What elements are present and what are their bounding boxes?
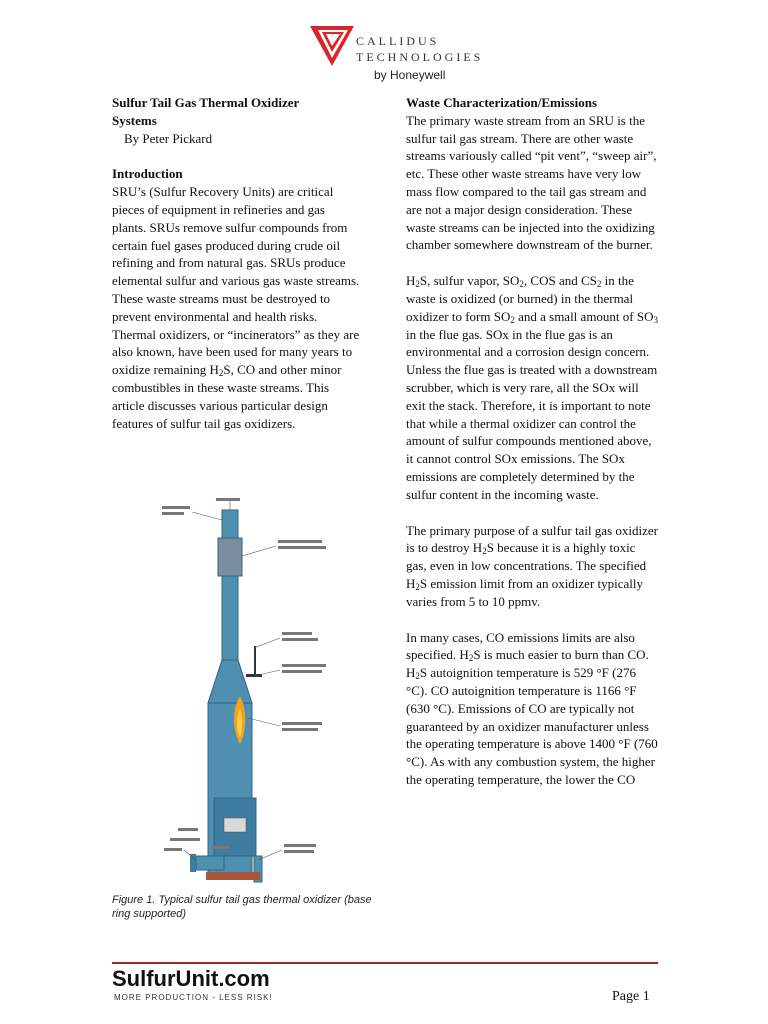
intro-heading: Introduction — [112, 166, 183, 182]
logo-word-technologies: TECHNOLOGIES — [356, 50, 484, 64]
thermal-oxidizer-drawing — [114, 498, 364, 886]
footer-tagline: MORE PRODUCTION - LESS RISK! — [114, 993, 273, 1002]
logo-byline: by Honeywell — [374, 68, 446, 82]
right-column — [406, 94, 658, 789]
footer-divider — [112, 962, 658, 964]
figure-caption: Figure 1. Typical sulfur tail gas thermal oxidizer (base ring supported) — [112, 894, 372, 920]
emissions-heading: Waste Characterization/Emissions — [406, 95, 598, 110]
oxidizer-figure — [114, 498, 364, 886]
article-title-line1: Sulfur Tail Gas Thermal Oxidizer — [112, 95, 300, 110]
article-author: By Peter Pickard — [124, 130, 213, 146]
callidus-logo — [308, 14, 484, 86]
article-title-line2: Systems — [112, 112, 157, 128]
emissions-paragraph-1: The primary waste stream from an SRU is the sulfur tail gas stream. There are other waste streams variously called “pit vent”, “sweep air”, etc. These other waste streams have very low mass flow compared to the tail gas stream and are not a major design consideration. These waste streams can be injected into the oxidizing chamber somewhere downstream of the burner. — [406, 112, 657, 253]
left-column — [112, 94, 362, 432]
callidus-logo-mark — [308, 22, 356, 68]
emissions-paragraph-4: In many cases, CO emissions limits are also specified. $H_2S$ is much easier to burn than CO. $H_2S$ autoignition temperature is 529 °F (276 °C). CO autoignition temperature is 1166 °F (630 °C). Emissions of CO are typically not guaranteed by an oxidizer manufacturer unless the operating temperature is above 1400 °F (760 °C). As with any combustion system, the higher the operating temperature, the lower the CO — [406, 629, 658, 787]
footer-brand: SulfurUnit.com — [112, 966, 270, 991]
emissions-paragraph-2: $H_2S$, sulfur vapor, $SO_2$, COS and $CS_2$ in the waste is oxidized (or burned) in the thermal oxidizer to form $SO_2$ and a small amount of $SO_3$ in the flue gas. SOx in the flue gas is an environmental and a corrosion design concern. Unless the flue gas is treated with a downstream scrubber, which is very rare, all the SOx will exit the stack. Therefore, it is important to note that while a thermal oxidizer can control the amount of sulfur compounds mentioned above, it cannot control SOx emissions. The SOx emissions are completely determined by the sulfur content in the incoming waste. — [406, 273, 658, 502]
page-number: Page 1 — [612, 989, 650, 1004]
logo-word-callidus: CALLIDUS — [356, 34, 440, 48]
emissions-paragraph-3: The primary purpose of a sulfur tail gas oxidizer is to destroy $H_2S$ because it is a highly toxic gas, even in low concentrations. The specified $H_2S$ emission limit from an oxidizer typically varies from 5 to 10 ppmv. — [406, 522, 658, 609]
intro-paragraph: SRU’s (Sulfur Recovery Units) are critical pieces of equipment in refineries and gas plants. SRUs remove sulfur compounds from certain fuel gases produced during crude oil refining and from natural gas. SRUs produce elemental sulfur and various gas waste streams. These waste streams must be destroyed to prevent environmental and health risks. Thermal oxidizers, or “incinerators” as they are also known, have been used for many years to oxidize remaining $H_2S$, CO and other minor combustibles in these waste streams. This article discusses various particular design features of sulfur tail gas oxidizers. — [112, 184, 360, 431]
